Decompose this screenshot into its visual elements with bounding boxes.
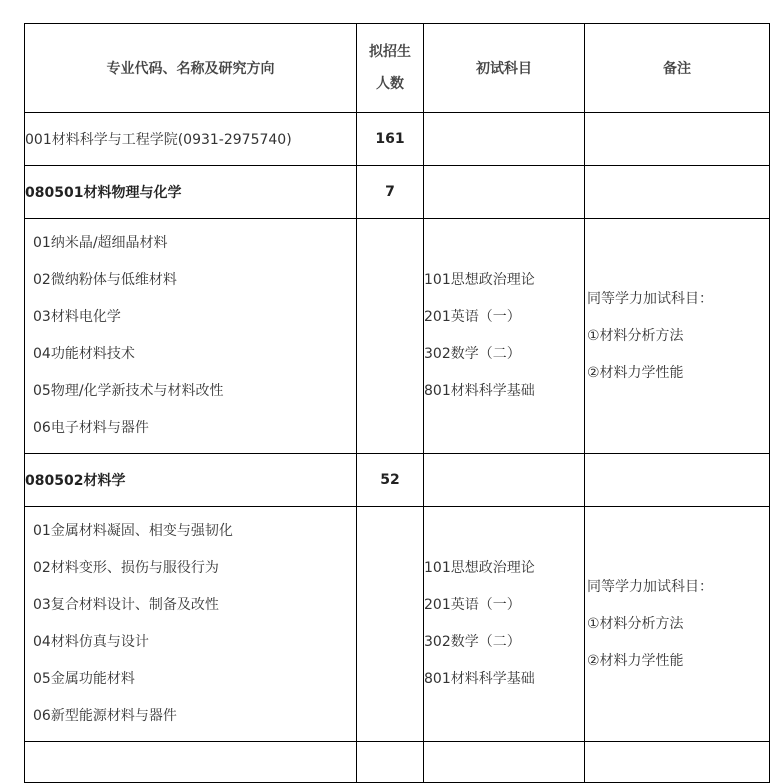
cut-cell: [357, 742, 424, 783]
direction-item: 03材料电化学: [33, 309, 121, 325]
exam-subject-item: 801材料科学基础: [424, 383, 535, 399]
direction-item: 02微纳粉体与低维材料: [33, 272, 177, 288]
school-subjects-empty: [424, 113, 585, 166]
detail-count-empty: [357, 507, 424, 742]
major-row: [25, 166, 770, 219]
direction-item: 04功能材料技术: [33, 346, 135, 362]
cut-cell: [585, 742, 770, 783]
remarks-list: [585, 507, 770, 742]
major-row: [25, 454, 770, 507]
header-enrollment-line1: 拟招生: [369, 44, 411, 60]
admissions-table: [24, 23, 770, 783]
cut-cell: [424, 742, 585, 783]
major-subjects-empty: [424, 454, 585, 507]
major-detail-row: [25, 219, 770, 454]
direction-item: 02材料变形、损伤与服役行为: [33, 560, 219, 576]
school-remarks-empty: [585, 113, 770, 166]
exam-subject-item: 801材料科学基础: [424, 671, 535, 687]
next-row-partial: [25, 742, 770, 783]
exam-subject-item: 201英语（一）: [424, 597, 521, 613]
remarks-list: [585, 219, 770, 454]
major-subjects-empty: [424, 166, 585, 219]
direction-item: 05金属功能材料: [33, 671, 135, 687]
exam-subject-item: 302数学（二）: [424, 634, 521, 650]
direction-item: 01纳米晶/超细晶材料: [33, 235, 168, 251]
school-count: 161: [357, 113, 424, 166]
table-header-row: [25, 24, 770, 113]
major-remarks-empty: [585, 166, 770, 219]
remark-item: ①材料分析方法: [587, 327, 684, 344]
major-name: 080502材料学: [25, 454, 357, 507]
major-detail-row: [25, 507, 770, 742]
header-enrollment-line2: 人数: [376, 76, 404, 92]
research-directions: [25, 507, 357, 742]
major-count: 52: [357, 454, 424, 507]
exam-subject-item: 302数学（二）: [424, 346, 521, 362]
major-name: 080501材料物理与化学: [25, 166, 357, 219]
header-exam-subjects: 初试科目: [424, 24, 585, 113]
remark-item: 同等学力加试科目：: [587, 290, 713, 307]
direction-item: 05物理/化学新技术与材料改性: [33, 383, 224, 399]
major-remarks-empty: [585, 454, 770, 507]
direction-item: 04材料仿真与设计: [33, 634, 149, 650]
major-count: 7: [357, 166, 424, 219]
direction-item: 06电子材料与器件: [33, 420, 149, 436]
remark-item: 同等学力加试科目：: [587, 578, 713, 595]
direction-item: 03复合材料设计、制备及改性: [33, 597, 219, 613]
exam-subject-item: 101思想政治理论: [424, 272, 535, 288]
exam-subjects-list: [424, 507, 585, 742]
exam-subjects-list: [424, 219, 585, 454]
detail-count-empty: [357, 219, 424, 454]
remark-item: ②材料力学性能: [587, 652, 684, 669]
cut-cell: [25, 742, 357, 783]
header-major-code-name-direction: 专业代码、名称及研究方向: [25, 24, 357, 113]
school-name: 001材料科学与工程学院(0931-2975740): [25, 113, 357, 166]
header-enrollment-count: [357, 24, 424, 113]
remark-item: ②材料力学性能: [587, 364, 684, 381]
research-directions: [25, 219, 357, 454]
exam-subject-item: 201英语（一）: [424, 309, 521, 325]
remark-item: ①材料分析方法: [587, 615, 684, 632]
exam-subject-item: 101思想政治理论: [424, 560, 535, 576]
header-remarks: 备注: [585, 24, 770, 113]
school-row: [25, 113, 770, 166]
direction-item: 01金属材料凝固、相变与强韧化: [33, 523, 233, 539]
direction-item: 06新型能源材料与器件: [33, 708, 177, 724]
